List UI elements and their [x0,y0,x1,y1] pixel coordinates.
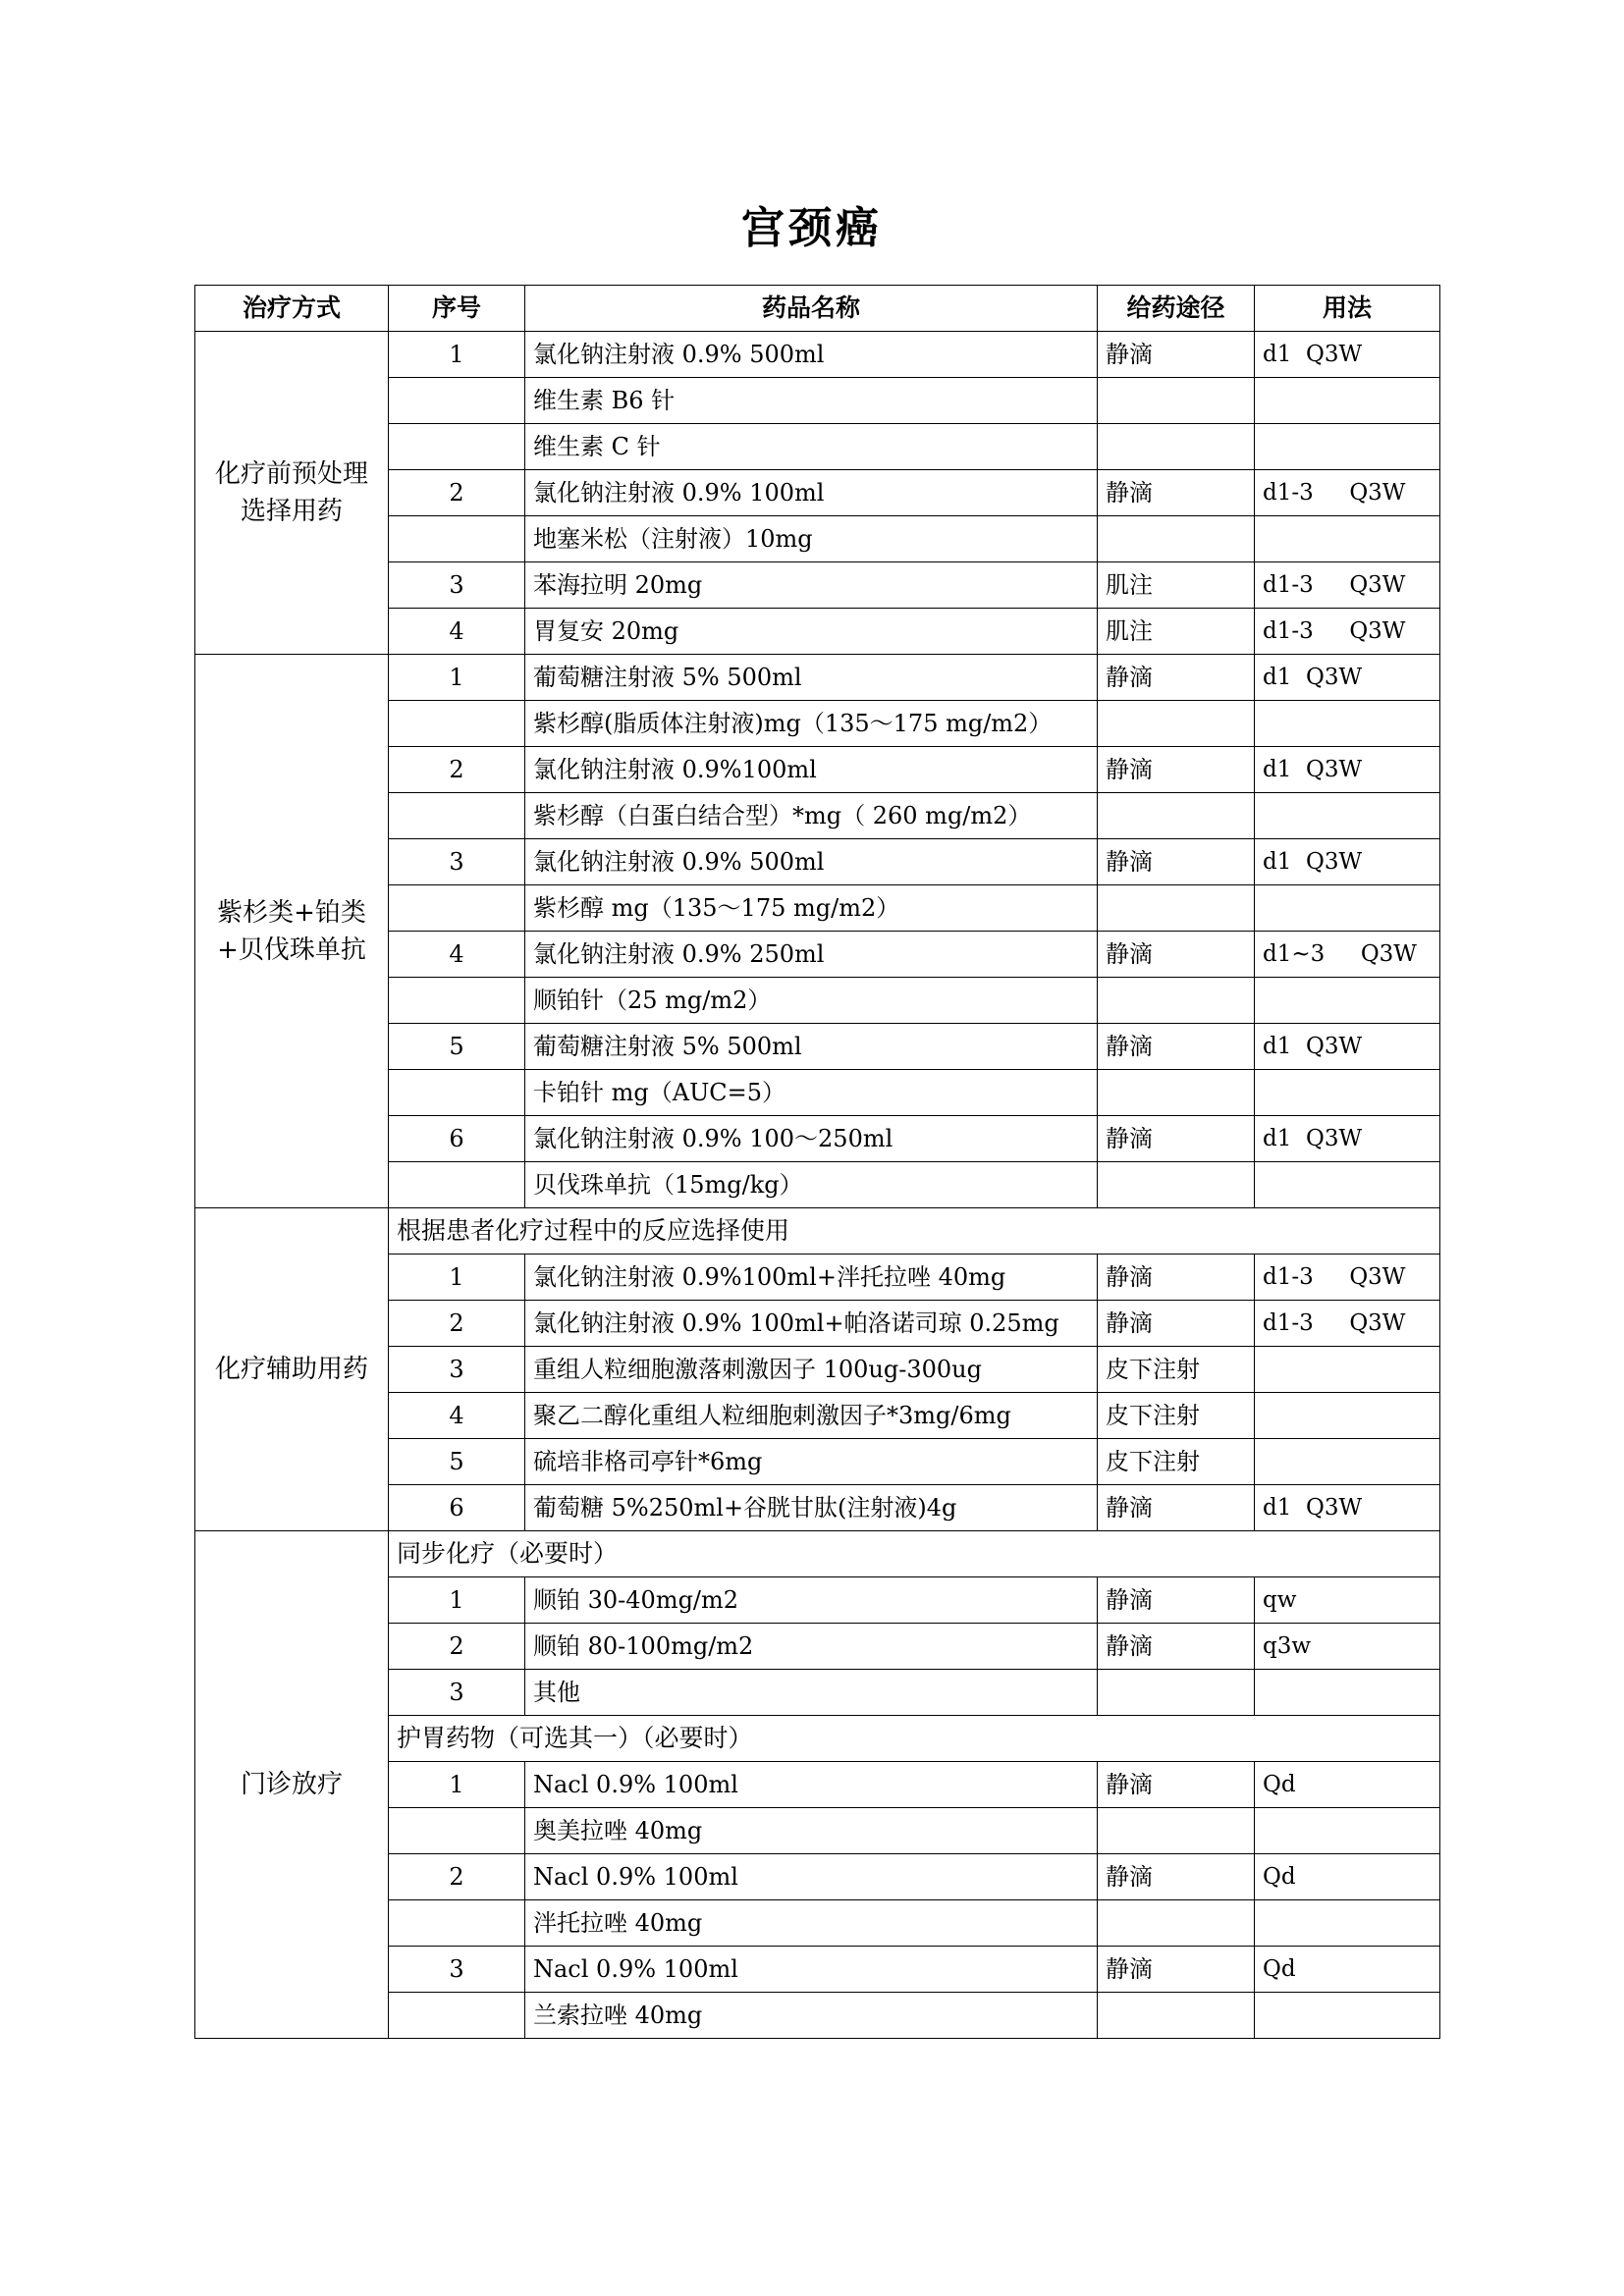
drug-name-cell: 泮托拉唑 40mg [525,1900,1098,1947]
drug-name-cell: 氯化钠注射液 0.9% 100ml [525,470,1098,516]
seq-cell [389,1900,525,1947]
usage-cell [1255,978,1440,1024]
usage-cell [1255,1393,1440,1439]
seq-cell: 3 [389,1670,525,1716]
route-cell: 静滴 [1098,1301,1255,1347]
seq-cell: 2 [389,1854,525,1900]
usage-cell [1255,793,1440,839]
route-cell [1098,701,1255,747]
group-note-cell: 同步化疗（必要时） [389,1531,1440,1577]
route-cell [1098,378,1255,424]
usage-cell: Qd [1255,1947,1440,1993]
usage-cell: qw [1255,1577,1440,1624]
route-cell: 肌注 [1098,609,1255,655]
drug-name-cell: 氯化钠注射液 0.9%100ml+泮托拉唑 40mg [525,1255,1098,1301]
drug-name-cell: 维生素 C 针 [525,424,1098,470]
usage-cell: d1-3 Q3W [1255,470,1440,516]
seq-cell: 4 [389,609,525,655]
usage-cell [1255,1070,1440,1116]
route-cell [1098,424,1255,470]
group-note-cell: 护胃药物（可选其一）（必要时） [389,1716,1440,1762]
table-body [195,332,1440,2039]
drug-name-cell: 地塞米松（注射液）10mg [525,516,1098,562]
seq-cell: 2 [389,470,525,516]
route-cell: 静滴 [1098,932,1255,978]
route-cell [1098,885,1255,932]
route-cell: 静滴 [1098,839,1255,885]
route-cell [1098,978,1255,1024]
seq-cell: 3 [389,562,525,609]
drug-name-cell: 胃复安 20mg [525,609,1098,655]
seq-cell: 3 [389,839,525,885]
route-cell: 肌注 [1098,562,1255,609]
drug-name-cell: 重组人粒细胞激落刺激因子 100ug-300ug [525,1347,1098,1393]
usage-cell: d1 Q3W [1255,1024,1440,1070]
drug-name-cell: 紫杉醇(脂质体注射液)mg（135～175 mg/m2） [525,701,1098,747]
seq-cell [389,701,525,747]
drug-name-cell: Nacl 0.9% 100ml [525,1854,1098,1900]
route-cell [1098,516,1255,562]
route-cell: 皮下注射 [1098,1347,1255,1393]
header-mode: 治疗方式 [195,286,389,332]
seq-cell: 6 [389,1116,525,1162]
route-cell: 静滴 [1098,1854,1255,1900]
seq-cell: 2 [389,1624,525,1670]
drug-name-cell: 其他 [525,1670,1098,1716]
table-row [195,1208,1440,1255]
usage-cell [1255,701,1440,747]
usage-cell: Qd [1255,1854,1440,1900]
table-row [195,1531,1440,1577]
usage-cell: d1 Q3W [1255,747,1440,793]
route-cell [1098,1670,1255,1716]
route-cell [1098,1808,1255,1854]
usage-cell [1255,516,1440,562]
table-header-row [195,286,1440,332]
route-cell [1098,1993,1255,2039]
drug-name-cell: Nacl 0.9% 100ml [525,1762,1098,1808]
drug-name-cell: 葡萄糖注射液 5% 500ml [525,1024,1098,1070]
seq-cell: 3 [389,1947,525,1993]
drug-name-cell: 氯化钠注射液 0.9% 250ml [525,932,1098,978]
drug-name-cell: 氯化钠注射液 0.9% 500ml [525,332,1098,378]
usage-cell: Qd [1255,1762,1440,1808]
seq-cell: 3 [389,1347,525,1393]
route-cell: 静滴 [1098,1947,1255,1993]
usage-cell [1255,424,1440,470]
route-cell [1098,1070,1255,1116]
seq-cell: 2 [389,1301,525,1347]
usage-cell [1255,378,1440,424]
drug-name-cell: 顺铂 80-100mg/m2 [525,1624,1098,1670]
usage-cell [1255,1347,1440,1393]
route-cell: 皮下注射 [1098,1439,1255,1485]
usage-cell: d1 Q3W [1255,839,1440,885]
seq-cell [389,1993,525,2039]
seq-cell: 1 [389,1577,525,1624]
route-cell [1098,1162,1255,1208]
header-drug: 药品名称 [525,286,1098,332]
usage-cell: d1 Q3W [1255,332,1440,378]
seq-cell [389,516,525,562]
seq-cell: 1 [389,1255,525,1301]
usage-cell: q3w [1255,1624,1440,1670]
usage-cell: d1~3 Q3W [1255,932,1440,978]
usage-cell [1255,1162,1440,1208]
drug-name-cell: 氯化钠注射液 0.9% 500ml [525,839,1098,885]
route-cell: 静滴 [1098,1624,1255,1670]
seq-cell: 5 [389,1439,525,1485]
route-cell [1098,1900,1255,1947]
route-cell: 静滴 [1098,1762,1255,1808]
seq-cell [389,1808,525,1854]
usage-cell: d1-3 Q3W [1255,562,1440,609]
usage-cell: d1-3 Q3W [1255,1301,1440,1347]
route-cell: 静滴 [1098,1255,1255,1301]
drug-name-cell: 聚乙二醇化重组人粒细胞刺激因子*3mg/6mg [525,1393,1098,1439]
treatment-mode-cell: 门诊放疗 [195,1531,389,2039]
treatment-mode-cell: 化疗辅助用药 [195,1208,389,1531]
drug-name-cell: 葡萄糖注射液 5% 500ml [525,655,1098,701]
treatment-mode-cell: 化疗前预处理选择用药 [195,332,389,655]
seq-cell: 2 [389,747,525,793]
drug-name-cell: 葡萄糖 5%250ml+谷胱甘肽(注射液)4g [525,1485,1098,1531]
usage-cell: d1 Q3W [1255,1116,1440,1162]
usage-cell [1255,1808,1440,1854]
route-cell: 皮下注射 [1098,1393,1255,1439]
drug-name-cell: 硫培非格司亭针*6mg [525,1439,1098,1485]
drug-name-cell: 苯海拉明 20mg [525,562,1098,609]
drug-name-cell: 贝伐珠单抗（15mg/kg） [525,1162,1098,1208]
seq-cell: 4 [389,1393,525,1439]
drug-name-cell: 顺铂 30-40mg/m2 [525,1577,1098,1624]
seq-cell: 4 [389,932,525,978]
drug-name-cell: 氯化钠注射液 0.9%100ml [525,747,1098,793]
seq-cell: 1 [389,655,525,701]
usage-cell [1255,1993,1440,2039]
drug-name-cell: 氯化钠注射液 0.9% 100ml+帕洛诺司琼 0.25mg [525,1301,1098,1347]
header-route: 给药途径 [1098,286,1255,332]
drug-name-cell: 奥美拉唑 40mg [525,1808,1098,1854]
route-cell: 静滴 [1098,1116,1255,1162]
drug-table [194,285,1440,2039]
usage-cell: d1-3 Q3W [1255,1255,1440,1301]
usage-cell [1255,885,1440,932]
seq-cell [389,424,525,470]
table-row [195,655,1440,701]
route-cell [1098,793,1255,839]
route-cell: 静滴 [1098,655,1255,701]
drug-name-cell: 兰索拉唑 40mg [525,1993,1098,2039]
route-cell: 静滴 [1098,747,1255,793]
page-title: 宫颈癌 [741,203,883,253]
header-seq: 序号 [389,286,525,332]
seq-cell: 1 [389,1762,525,1808]
route-cell: 静滴 [1098,470,1255,516]
treatment-mode-cell: 紫杉类+铂类+贝伐珠单抗 [195,655,389,1208]
route-cell: 静滴 [1098,1485,1255,1531]
usage-cell: d1 Q3W [1255,1485,1440,1531]
seq-cell [389,885,525,932]
drug-name-cell: 顺铂针（25 mg/m2） [525,978,1098,1024]
group-note-cell: 根据患者化疗过程中的反应选择使用 [389,1208,1440,1255]
seq-cell: 1 [389,332,525,378]
route-cell: 静滴 [1098,1577,1255,1624]
usage-cell [1255,1670,1440,1716]
drug-name-cell: 氯化钠注射液 0.9% 100～250ml [525,1116,1098,1162]
route-cell: 静滴 [1098,332,1255,378]
drug-name-cell: Nacl 0.9% 100ml [525,1947,1098,1993]
usage-cell [1255,1439,1440,1485]
seq-cell: 5 [389,1024,525,1070]
seq-cell [389,1070,525,1116]
table-row [195,332,1440,378]
usage-cell: d1-3 Q3W [1255,609,1440,655]
seq-cell [389,978,525,1024]
drug-name-cell: 紫杉醇（白蛋白结合型）*mg（ 260 mg/m2） [525,793,1098,839]
seq-cell: 6 [389,1485,525,1531]
seq-cell [389,378,525,424]
drug-name-cell: 紫杉醇 mg（135～175 mg/m2） [525,885,1098,932]
usage-cell [1255,1900,1440,1947]
seq-cell [389,1162,525,1208]
usage-cell: d1 Q3W [1255,655,1440,701]
drug-name-cell: 卡铂针 mg（AUC=5） [525,1070,1098,1116]
header-usage: 用法 [1255,286,1440,332]
seq-cell [389,793,525,839]
drug-name-cell: 维生素 B6 针 [525,378,1098,424]
route-cell: 静滴 [1098,1024,1255,1070]
